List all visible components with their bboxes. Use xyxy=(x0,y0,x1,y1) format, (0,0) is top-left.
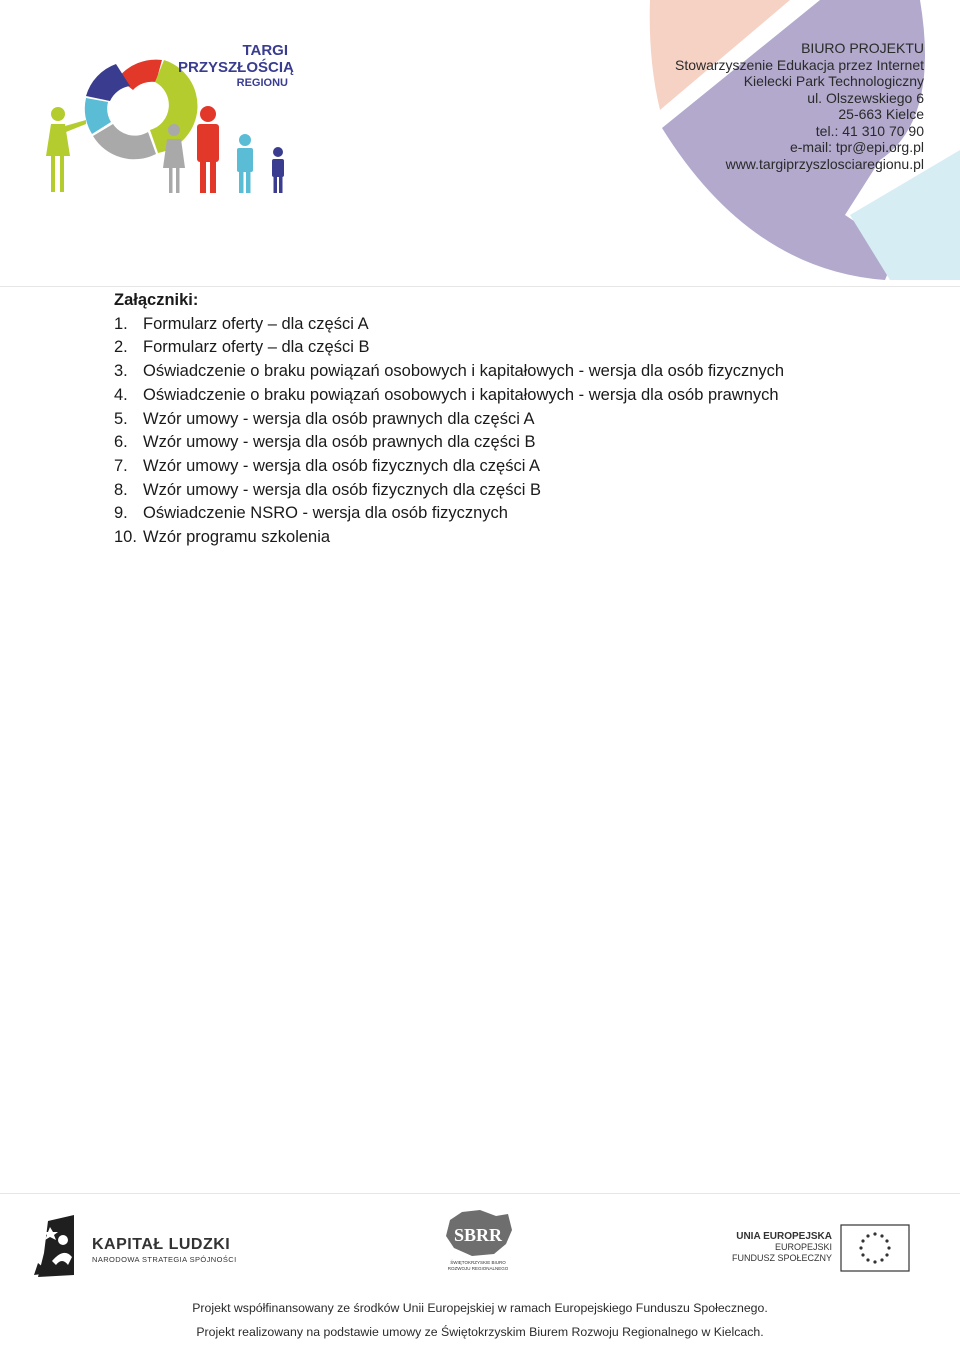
sbrr-subtitle xyxy=(436,1260,520,1271)
sbrr-sub-2: ROZWOJU REGIONALNEGO xyxy=(447,1265,509,1271)
item-text: Formularz oferty – dla części B xyxy=(143,338,370,357)
item-text: Formularz oferty – dla części A xyxy=(143,314,369,333)
office-org: Stowarzyszenie Edukacja przez Internet xyxy=(674,56,924,73)
office-title: BIURO PROJEKTU xyxy=(801,40,924,56)
item-text: Oświadczenie NSRO - wersja dla osób fizycznych xyxy=(143,504,508,523)
list-item xyxy=(114,336,894,360)
list-item xyxy=(114,313,894,337)
list-item xyxy=(114,502,894,526)
item-number: 10. xyxy=(114,528,137,547)
logo-wordmark xyxy=(178,42,294,89)
item-text: Oświadczenie o braku powiązań osobowych i kapitałowych - wersja dla osób prawnych xyxy=(143,385,779,404)
sbrr-sub-1: ŚWIĘTOKRZYSKIE BIURO xyxy=(450,1260,506,1265)
footer-cofinancing-note: Projekt współfinansowany ze środków Unii Europejskiej w ramach Europejskiego Funduszu Społecznego. xyxy=(192,1301,768,1315)
item-number: 2. xyxy=(114,338,128,357)
footer-agreement-note: Projekt realizowany na podstawie umowy ze Świętokrzyskim Biurem Rozwoju Regionalnego w Kielcach. xyxy=(196,1325,764,1339)
item-text: Oświadczenie o braku powiązań osobowych i kapitałowych - wersja dla osób fizycznych xyxy=(143,362,785,381)
item-number: 7. xyxy=(114,456,128,475)
item-text: Wzór umowy - wersja dla osób prawnych dla części B xyxy=(143,433,536,452)
kl-name: KAPITAŁ LUDZKI xyxy=(92,1236,231,1253)
attachments-list xyxy=(114,313,894,550)
kl-subtitle: NARODOWA STRATEGIA SPÓJNOŚCI xyxy=(92,1255,237,1264)
item-number: 8. xyxy=(114,480,128,499)
logo-line-1: TARGI xyxy=(242,42,288,59)
sbrr-name: SBRR xyxy=(453,1225,503,1245)
kapital-ludzki-logo xyxy=(92,1236,237,1264)
item-text: Wzór programu szkolenia xyxy=(143,528,331,547)
list-item xyxy=(114,360,894,384)
item-number: 4. xyxy=(114,385,128,404)
item-number: 9. xyxy=(114,504,128,523)
kapital-ludzki-emblem-icon xyxy=(34,1213,82,1279)
list-item xyxy=(114,408,894,432)
attachments-heading: Załączniki: xyxy=(114,291,199,309)
list-item xyxy=(114,455,894,479)
office-park: Kielecki Park Technologiczny xyxy=(743,73,924,89)
eu-fund-text xyxy=(720,1231,832,1264)
list-item xyxy=(114,479,894,503)
item-number: 5. xyxy=(114,409,128,428)
office-website[interactable]: www.targiprzyszlosciaregionu.pl xyxy=(725,155,924,172)
list-item xyxy=(114,431,894,455)
office-email[interactable]: e-mail: tpr@epi.org.pl xyxy=(789,139,924,155)
sbrr-logo-icon xyxy=(440,1208,516,1258)
list-item xyxy=(114,526,894,550)
logo-line-3: REGIONU xyxy=(236,76,288,89)
office-city: 25-663 Kielce xyxy=(838,106,924,122)
item-text: Wzór umowy - wersja dla osób fizycznych dla części A xyxy=(143,456,541,475)
item-number: 6. xyxy=(114,433,128,452)
list-item xyxy=(114,384,894,408)
eu-flag-icon xyxy=(840,1224,910,1272)
office-street: ul. Olszewskiego 6 xyxy=(807,89,924,106)
footer-divider xyxy=(0,1193,960,1194)
project-office-address xyxy=(675,40,924,172)
office-phone: tel.: 41 310 70 90 xyxy=(815,122,924,139)
eu-line-1: UNIA EUROPEJSKA xyxy=(736,1231,832,1242)
logo-line-2: PRZYSZŁOŚCIĄ xyxy=(178,59,294,77)
item-number: 3. xyxy=(114,362,128,381)
item-text: Wzór umowy - wersja dla osób fizycznych dla części B xyxy=(143,480,541,499)
eu-line-2: EUROPEJSKI xyxy=(774,1242,832,1252)
header-divider xyxy=(0,286,960,287)
attachments-section xyxy=(114,289,894,550)
eu-line-3: FUNDUSZ SPOŁECZNY xyxy=(731,1253,832,1263)
item-number: 1. xyxy=(114,314,128,333)
item-text: Wzór umowy - wersja dla osób prawnych dla części A xyxy=(143,409,535,428)
